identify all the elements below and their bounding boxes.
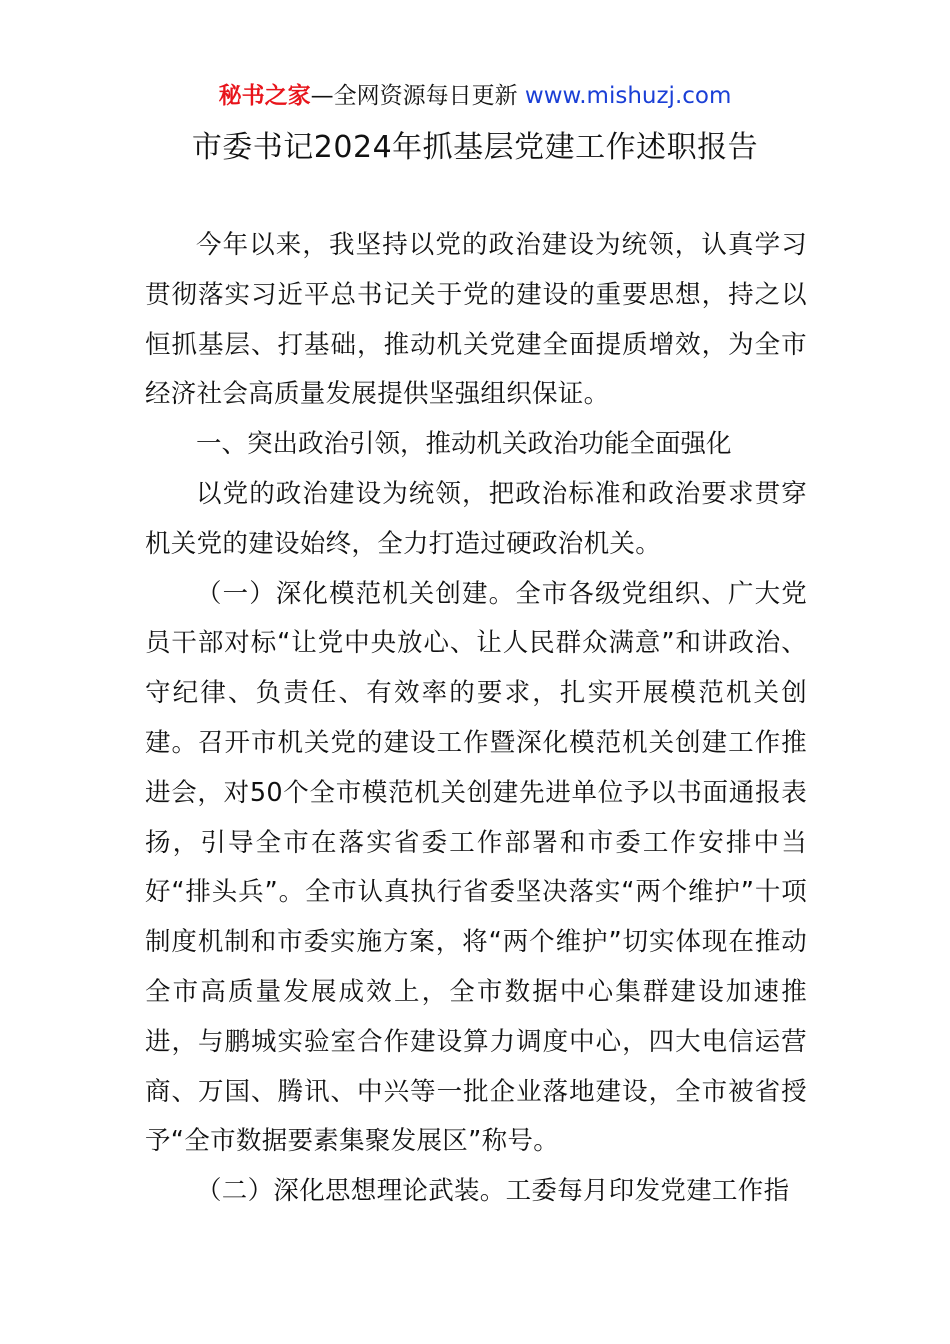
paragraph-subsection-2: （二）深化思想理论武装。工委每月印发党建工作指	[196, 1176, 790, 1207]
paragraph-subsection-1: （一）深化模范机关创建。全市各级党组织、广大党员干部对标“让党中央放心、让人民群众满意”和讲政治、守纪律、负责任、有效率的要求，扎实开展模范机关创建。召开市机关党的建设工作暨深化模范机关创建工作推进会，对50个全市模范机关创建先进单位予以书面通报表扬，引导全市在落实省委工作部署和市委工作安排中当好“排头兵”。全市认真执行省委坚决落实“两个维护”十项制度机制和市委实施方案，将“两个维护”切实体现在推动全市高质量发展成效上，全市数据中心集群建设加速推进，与鹏城实验室合作建设算力调度中心，四大电信运营商、万国、腾讯、中兴等一批企业落地建设，全市被省授予“全市数据要素集聚发展区”称号。	[145, 578, 807, 1157]
paragraph-intro: 今年以来，我坚持以党的政治建设为统领，认真学习贯彻落实习近平总书记关于党的建设的重要思想，持之以恒抓基层、打基础，推动机关党建全面提质增效，为全市经济社会高质量发展提供坚强组织保证。	[145, 230, 807, 410]
document-title: 市委书记2024年抓基层党建工作述职报告	[191, 130, 759, 165]
section-heading-1: 一、突出政治引领，推动机关政治功能全面强化	[196, 429, 732, 460]
site-url-link[interactable]: www.mishuzj.com	[524, 83, 732, 109]
brand-name: 秘书之家	[218, 83, 311, 109]
header-tagline: —全网资源每日更新	[310, 83, 525, 109]
paragraph-section-1-intro: 以党的政治建设为统领，把政治标准和政治要求贯穿机关党的建设始终，全力打造过硬政治机关。	[145, 478, 807, 559]
document-body	[145, 221, 807, 1217]
site-header	[0, 80, 950, 112]
